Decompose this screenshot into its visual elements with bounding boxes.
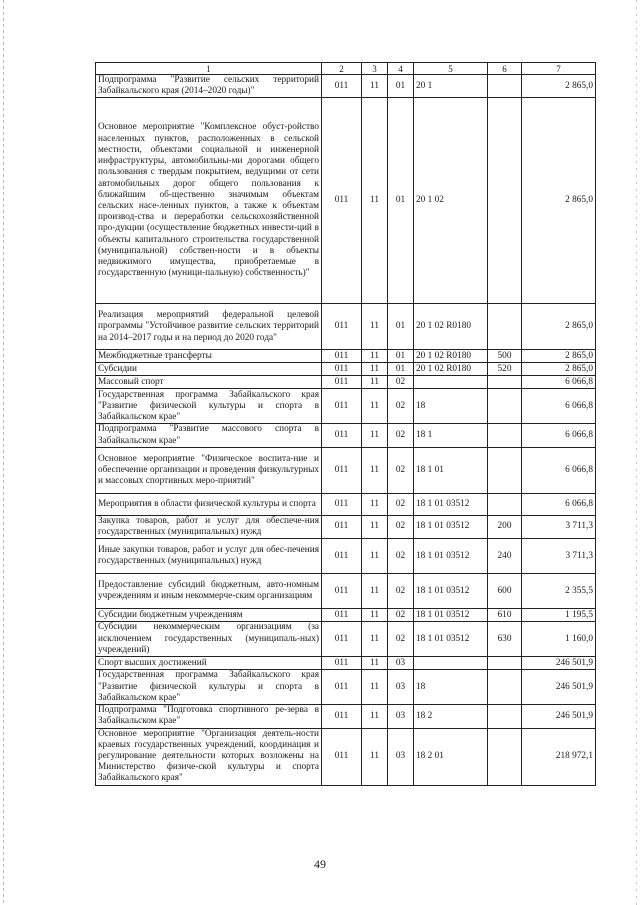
cell-expense-type: 240 — [488, 539, 522, 574]
cell-amount: 246 501,9 — [522, 705, 596, 728]
cell-subsection: 01 — [388, 98, 414, 304]
row-description: Спорт высших достижений — [96, 657, 322, 670]
row-description: Мероприятия в области физической культуры и спорта — [96, 493, 322, 515]
row-description: Основное мероприятие "Комплексное обуст-ройство населенных пунктов, расположенных в сельской местности, объектами социальной и инженерной инфраструктуры, автомобильны-ми дорогами общего пользования с твердым покрытием, ведущими от сети автомобильных дорог общего пользования к ближайшим об-щественно значимым объектам сельских насе-ленных пунктов, а также к объектам производ-ства и переработки сельскохозяйственной про-дукции (осуществление бюджетных инвести-ций в объекты капитального строительства государственной (муниципальной) собствен-ности и в объекты недвижимого имущества, приобретаемые в государственную (муници-пальную) собственность)" — [96, 98, 322, 304]
row-description: Массовый спорт — [96, 376, 322, 389]
cell-amount: 6 066,8 — [522, 389, 596, 424]
cell-section: 11 — [362, 657, 388, 670]
row-description: Межбюджетные трансферты — [96, 350, 322, 363]
cell-target-article: 20 1 02 R0180 — [414, 304, 488, 350]
cell-amount: 246 501,9 — [522, 670, 596, 705]
cell-admin-code: 011 — [322, 728, 362, 785]
cell-amount: 2 865,0 — [522, 304, 596, 350]
cell-admin-code: 011 — [322, 98, 362, 304]
cell-section: 11 — [362, 424, 388, 447]
cell-target-article: 18 — [414, 389, 488, 424]
cell-section: 11 — [362, 493, 388, 515]
cell-expense-type — [488, 728, 522, 785]
header-row — [96, 63, 596, 75]
cell-expense-type — [488, 670, 522, 705]
cell-amount: 2 355,5 — [522, 574, 596, 609]
row-description: Подпрограмма "Развитие массового спорта в Забайкальском крае" — [96, 424, 322, 447]
cell-section: 11 — [362, 574, 388, 609]
cell-admin-code: 011 — [322, 670, 362, 705]
cell-admin-code: 011 — [322, 705, 362, 728]
cell-subsection: 01 — [388, 350, 414, 363]
cell-admin-code: 011 — [322, 363, 362, 376]
cell-target-article: 20 1 — [414, 75, 488, 98]
cell-section: 11 — [362, 98, 388, 304]
cell-expense-type — [488, 304, 522, 350]
cell-expense-type — [488, 389, 522, 424]
cell-admin-code: 011 — [322, 75, 362, 98]
table-row — [96, 363, 596, 376]
page-number: 49 — [314, 857, 326, 871]
cell-amount: 3 711,3 — [522, 515, 596, 538]
row-description: Предоставление субсидий бюджетным, авто-номным учреждениям и иным некоммерче-ским организациям — [96, 574, 322, 609]
cell-expense-type: 520 — [488, 363, 522, 376]
cell-admin-code: 011 — [322, 350, 362, 363]
cell-admin-code: 011 — [322, 424, 362, 447]
cell-expense-type — [488, 657, 522, 670]
cell-target-article: 18 1 01 03512 — [414, 539, 488, 574]
table-row — [96, 493, 596, 515]
cell-target-article: 18 — [414, 670, 488, 705]
table-row — [96, 75, 596, 98]
row-description: Субсидии некоммерческим организациям (за исключением государственных (муниципаль-ных) учреждений) — [96, 622, 322, 657]
row-description: Реализация мероприятий федеральной целевой программы "Устойчивое развитие сельских территорий на 2014–2017 годы и на период до 2020 года" — [96, 304, 322, 350]
cell-target-article: 20 1 02 — [414, 98, 488, 304]
header-cell: 6 — [488, 63, 522, 75]
cell-section: 11 — [362, 609, 388, 622]
header-cell: 1 — [96, 63, 322, 75]
cell-section: 11 — [362, 350, 388, 363]
cell-subsection: 02 — [388, 539, 414, 574]
header-cell: 2 — [322, 63, 362, 75]
cell-subsection: 02 — [388, 515, 414, 538]
cell-subsection: 02 — [388, 622, 414, 657]
cell-section: 11 — [362, 515, 388, 538]
table-row — [96, 705, 596, 728]
cell-subsection: 03 — [388, 657, 414, 670]
cell-subsection: 01 — [388, 363, 414, 376]
cell-expense-type — [488, 705, 522, 728]
cell-target-article — [414, 657, 488, 670]
cell-section: 11 — [362, 705, 388, 728]
cell-subsection: 02 — [388, 574, 414, 609]
cell-target-article: 18 1 — [414, 424, 488, 447]
cell-subsection: 01 — [388, 304, 414, 350]
table-row — [96, 424, 596, 447]
cell-section: 11 — [362, 447, 388, 493]
cell-admin-code: 011 — [322, 657, 362, 670]
cell-admin-code: 011 — [322, 304, 362, 350]
cell-admin-code: 011 — [322, 609, 362, 622]
scan-edge-right — [636, 0, 637, 905]
cell-subsection: 03 — [388, 728, 414, 785]
cell-admin-code: 011 — [322, 539, 362, 574]
table-row — [96, 609, 596, 622]
table-row — [96, 304, 596, 350]
cell-section: 11 — [362, 670, 388, 705]
header-cell: 4 — [388, 63, 414, 75]
cell-section: 11 — [362, 304, 388, 350]
cell-expense-type — [488, 75, 522, 98]
cell-target-article: 18 1 01 03512 — [414, 574, 488, 609]
cell-target-article: 18 1 01 03512 — [414, 493, 488, 515]
cell-amount: 2 865,0 — [522, 363, 596, 376]
cell-target-article: 18 1 01 03512 — [414, 609, 488, 622]
cell-amount: 218 972,1 — [522, 728, 596, 785]
table-row — [96, 657, 596, 670]
table-row — [96, 670, 596, 705]
table-row — [96, 376, 596, 389]
cell-amount: 6 066,8 — [522, 493, 596, 515]
cell-admin-code: 011 — [322, 574, 362, 609]
cell-target-article: 18 2 — [414, 705, 488, 728]
cell-amount: 6 066,8 — [522, 376, 596, 389]
table-row — [96, 98, 596, 304]
cell-amount: 1 160,0 — [522, 622, 596, 657]
cell-section: 11 — [362, 539, 388, 574]
cell-target-article: 18 1 01 03512 — [414, 515, 488, 538]
cell-expense-type: 630 — [488, 622, 522, 657]
table-row — [96, 515, 596, 538]
cell-amount: 2 865,0 — [522, 98, 596, 304]
cell-expense-type: 200 — [488, 515, 522, 538]
cell-admin-code: 011 — [322, 447, 362, 493]
cell-section: 11 — [362, 622, 388, 657]
cell-admin-code: 011 — [322, 493, 362, 515]
cell-target-article: 20 1 02 R0180 — [414, 350, 488, 363]
cell-expense-type — [488, 493, 522, 515]
header-cell: 3 — [362, 63, 388, 75]
cell-subsection: 02 — [388, 389, 414, 424]
cell-amount: 246 501,9 — [522, 657, 596, 670]
cell-section: 11 — [362, 376, 388, 389]
table-row — [96, 574, 596, 609]
cell-amount: 6 066,8 — [522, 424, 596, 447]
row-description: Субсидии бюджетным учреждениям — [96, 609, 322, 622]
header-cell: 7 — [522, 63, 596, 75]
table-row — [96, 389, 596, 424]
cell-subsection: 02 — [388, 447, 414, 493]
row-description: Иные закупки товаров, работ и услуг для обес-печения государственных (муниципальных) нужд — [96, 539, 322, 574]
budget-table-body — [96, 63, 596, 786]
header-cell: 5 — [414, 63, 488, 75]
cell-expense-type: 500 — [488, 350, 522, 363]
row-description: Государственная программа Забайкальского края "Развитие физической культуры и спорта в Забайкальском крае" — [96, 389, 322, 424]
row-description: Подпрограмма "Подготовка спортивного ре-зерва в Забайкальском крае" — [96, 705, 322, 728]
cell-subsection: 02 — [388, 493, 414, 515]
cell-amount: 3 711,3 — [522, 539, 596, 574]
row-description: Государственная программа Забайкальского края "Развитие физической культуры и спорта в Забайкальском крае" — [96, 670, 322, 705]
cell-target-article: 20 1 02 R0180 — [414, 363, 488, 376]
row-description: Основное мероприятие "Организация деятель-ности краевых государственных учреждений, координация и регулирование деятельности которых возложены на Министерство физиче-ской культуры и спорта Забайкальского края" — [96, 728, 322, 785]
cell-expense-type — [488, 447, 522, 493]
cell-amount: 6 066,8 — [522, 447, 596, 493]
cell-admin-code: 011 — [322, 376, 362, 389]
cell-admin-code: 011 — [322, 389, 362, 424]
row-description: Основное мероприятие "Физическое воспита-ние и обеспечение организации и проведения физкультурных и массовых спортивных меро-приятий" — [96, 447, 322, 493]
cell-subsection: 03 — [388, 670, 414, 705]
cell-section: 11 — [362, 75, 388, 98]
cell-section: 11 — [362, 389, 388, 424]
budget-table — [95, 62, 596, 786]
cell-section: 11 — [362, 363, 388, 376]
cell-subsection: 02 — [388, 376, 414, 389]
cell-expense-type — [488, 376, 522, 389]
row-description: Закупка товаров, работ и услуг для обеспече-ния государственных (муниципальных) нужд — [96, 515, 322, 538]
cell-expense-type — [488, 98, 522, 304]
cell-section: 11 — [362, 728, 388, 785]
cell-admin-code: 011 — [322, 622, 362, 657]
cell-amount: 1 195,5 — [522, 609, 596, 622]
row-description: Субсидии — [96, 363, 322, 376]
row-description: Подпрограмма "Развитие сельских территорий Забайкальского края (2014–2020 годы)" — [96, 75, 322, 98]
cell-subsection: 02 — [388, 609, 414, 622]
cell-admin-code: 011 — [322, 515, 362, 538]
table-row — [96, 622, 596, 657]
cell-target-article: 18 2 01 — [414, 728, 488, 785]
cell-target-article: 18 1 01 — [414, 447, 488, 493]
table-row — [96, 539, 596, 574]
scan-edge-left — [3, 0, 4, 905]
cell-expense-type: 600 — [488, 574, 522, 609]
cell-expense-type: 610 — [488, 609, 522, 622]
cell-subsection: 01 — [388, 75, 414, 98]
cell-target-article: 18 1 01 03512 — [414, 622, 488, 657]
cell-amount: 2 865,0 — [522, 350, 596, 363]
cell-expense-type — [488, 424, 522, 447]
cell-amount: 2 865,0 — [522, 75, 596, 98]
table-row — [96, 728, 596, 785]
table-row — [96, 350, 596, 363]
table-row — [96, 447, 596, 493]
cell-target-article — [414, 376, 488, 389]
cell-subsection: 03 — [388, 705, 414, 728]
cell-subsection: 02 — [388, 424, 414, 447]
